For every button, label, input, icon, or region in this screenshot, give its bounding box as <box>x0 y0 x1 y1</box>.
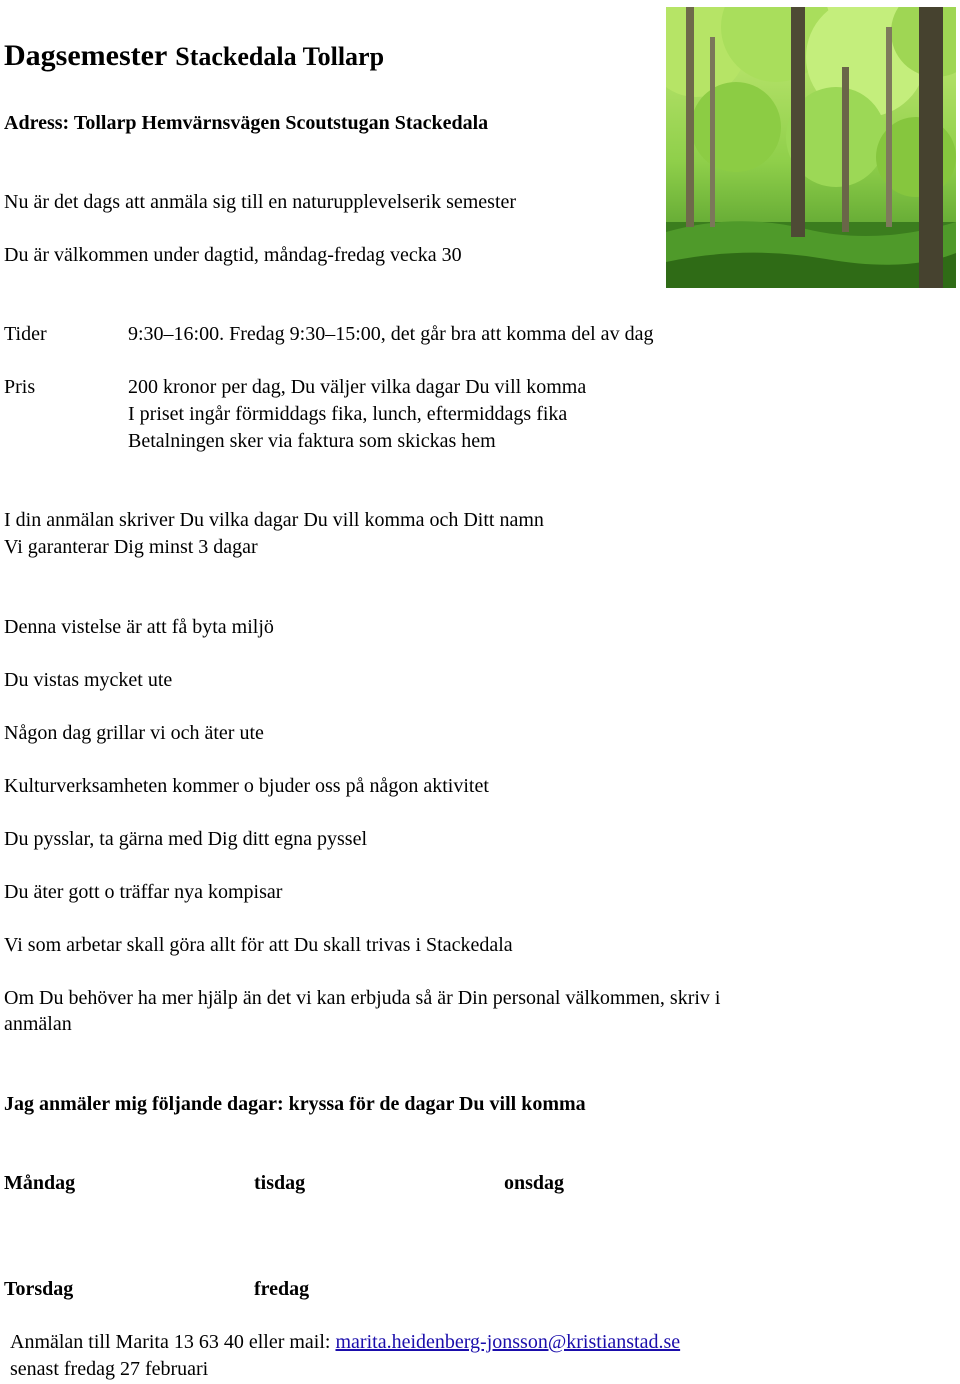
tider-text: 9:30–16:00. Fredag 9:30–15:00, det går bra att komma del av dag <box>128 323 654 345</box>
contact-prefix: Anmälan till Marita 13 63 40 eller mail: <box>10 1331 336 1353</box>
day-thursday: Torsdag <box>4 1278 74 1300</box>
pris-line: Betalningen sker via faktura som skickas hem <box>128 430 496 452</box>
activity-line: Någon dag grillar vi och äter ute <box>4 722 264 744</box>
registration-info-line: Vi garanterar Dig minst 3 dagar <box>4 536 258 558</box>
day-friday: fredag <box>254 1278 310 1300</box>
title-part2: Stackedala Tollarp <box>175 42 385 71</box>
forest-photo <box>666 7 956 288</box>
activity-line: Du pysslar, ta gärna med Dig ditt egna pyssel <box>4 828 368 850</box>
day-monday: Måndag <box>4 1172 76 1194</box>
signup-heading: Jag anmäler mig följande dagar: kryssa för de dagar Du vill komma <box>4 1093 586 1115</box>
help-line: Om Du behöver ha mer hjälp än det vi kan erbjuda så är Din personal välkommen, skriv i <box>4 987 721 1009</box>
title-part1: Dagsemester <box>4 39 168 72</box>
registration-info-line: I din anmälan skriver Du vilka dagar Du vill komma och Ditt namn <box>4 509 544 531</box>
day-wednesday: onsdag <box>504 1172 565 1194</box>
tider-label: Tider <box>4 323 47 345</box>
email-link[interactable]: marita.heidenberg-jonsson@kristianstad.se <box>335 1331 681 1353</box>
page-title <box>4 34 384 77</box>
activity-line: Denna vistelse är att få byta miljö <box>4 616 274 638</box>
activity-line: Kulturverksamheten kommer o bjuder oss på någon aktivitet <box>4 775 489 797</box>
intro-line: Du är välkommen under dagtid, måndag-fredag vecka 30 <box>4 244 462 266</box>
activity-line: Du äter gott o träffar nya kompisar <box>4 881 283 903</box>
activity-line: Vi som arbetar skall göra allt för att Du skall trivas i Stackedala <box>4 934 513 956</box>
activity-line: Du vistas mycket ute <box>4 669 173 691</box>
deadline: senast fredag 27 februari <box>10 1358 209 1380</box>
pris-line: 200 kronor per dag, Du väljer vilka dagar Du vill komma <box>128 376 587 398</box>
pris-line: I priset ingår förmiddags fika, lunch, eftermiddags fika <box>128 403 568 425</box>
intro-line: Nu är det dags att anmäla sig till en naturupplevelserik semester <box>4 191 517 213</box>
help-line: anmälan <box>4 1013 72 1035</box>
contact-line <box>10 1329 680 1355</box>
day-tuesday: tisdag <box>254 1172 306 1194</box>
address: Adress: Tollarp Hemvärnsvägen Scoutstugan Stackedala <box>4 112 489 134</box>
pris-label: Pris <box>4 376 36 398</box>
